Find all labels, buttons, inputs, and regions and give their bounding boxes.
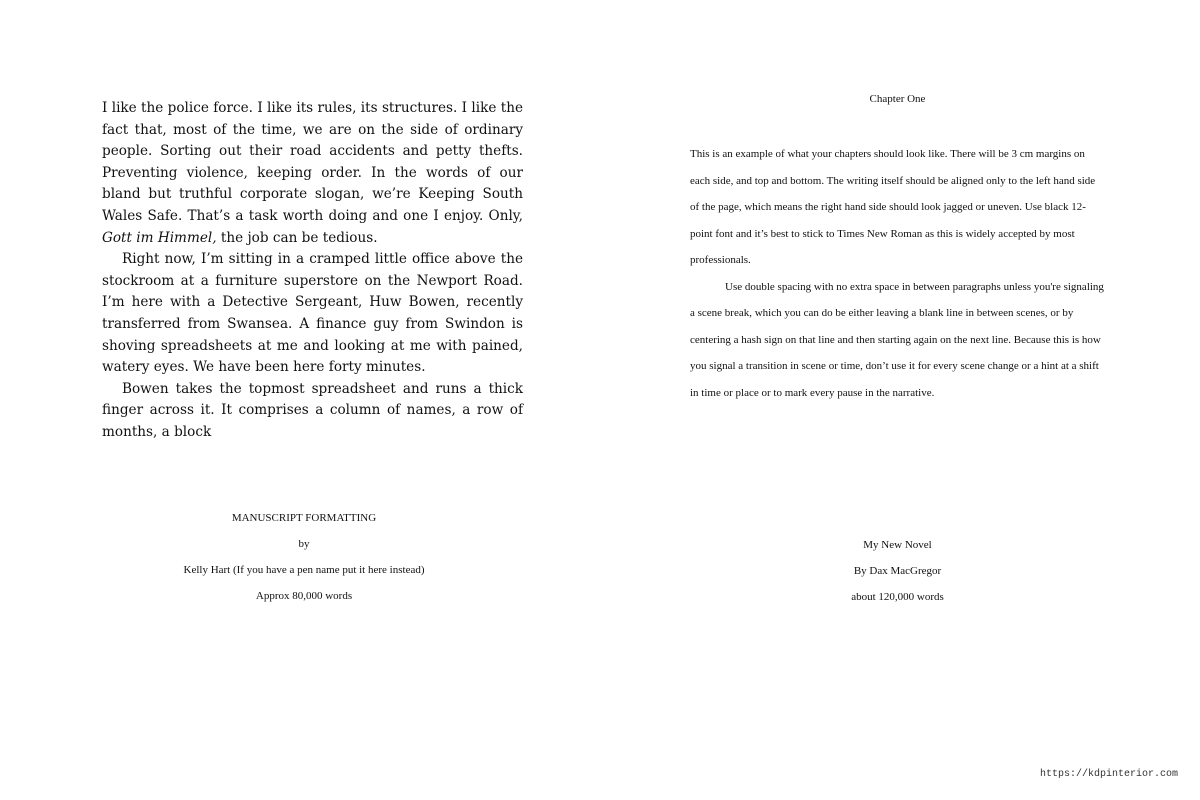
manuscript-title: MANUSCRIPT FORMATTING xyxy=(231,512,377,524)
source-url-watermark: https://kdpinterior.com xyxy=(1039,769,1178,780)
excerpt-text: the job can be tedious. xyxy=(216,229,378,246)
chapter-paragraph: This is an example of what your chapters should look like. There will be 3 cm margins on each side, and top and bottom. The writing itself should be aligned only to the left hand side of the page, which means the right hand side should look jagged or uneven. Use black 12-point font and it’s best to stick to Times New Roman as this is widely accepted by most professionals. xyxy=(690,148,1096,266)
author-name: Kelly Hart (If you have a pen name put it here instead) xyxy=(183,564,425,576)
chapter-body xyxy=(690,141,1105,406)
chapter-sample-page xyxy=(690,88,1105,399)
title-page-sample-left xyxy=(154,505,454,609)
author-name: By Dax MacGregor xyxy=(853,565,942,577)
novel-excerpt-page xyxy=(102,98,523,440)
novel-title: My New Novel xyxy=(863,539,932,551)
byline-word: by xyxy=(298,538,310,550)
chapter-title: Chapter One xyxy=(869,93,926,105)
title-page-sample-right xyxy=(780,532,1015,610)
excerpt-italic-text: Gott im Himmel, xyxy=(102,229,217,246)
word-count: about 120,000 words xyxy=(851,591,944,603)
excerpt-text: I like the police force. I like its rules, its structures. I like the fact that, most of the time, we are on the side of ordinary people. Sorting out their road accidents and petty thefts. Preventing violence, keeping order. In the words of our bland but truthful corporate slogan, we’re Keeping South Wales Safe. That’s a task worth doing and one I enjoy. Only, xyxy=(102,100,523,224)
word-count: Approx 80,000 words xyxy=(255,590,353,602)
excerpt-paragraph xyxy=(102,98,523,249)
chapter-paragraph: Use double spacing with no extra space in between paragraphs unless you're signaling a scene break, which you can do be either leaving a blank line in between scenes, or by centering a hash sign on that line and then starting again on the next line. Because this is how you signal a transition in scene or time, don’t use it for every scene change or a hint at a shift in time or place or to mark every pause in the narrative. xyxy=(690,280,1104,399)
excerpt-paragraph: Bowen takes the topmost spreadsheet and runs a thick finger across it. It comprises a column of names, a row of months, a block xyxy=(102,380,523,440)
excerpt-paragraph: Right now, I’m sitting in a cramped little office above the stockroom at a furniture superstore on the Newport Road. I’m here with a Detective Sergeant, Huw Bowen, recently transferred from Swansea. A finance guy from Swindon is shoving spreadsheets at me and looking at me with pained, watery eyes. We have been here forty minutes. xyxy=(102,251,523,376)
